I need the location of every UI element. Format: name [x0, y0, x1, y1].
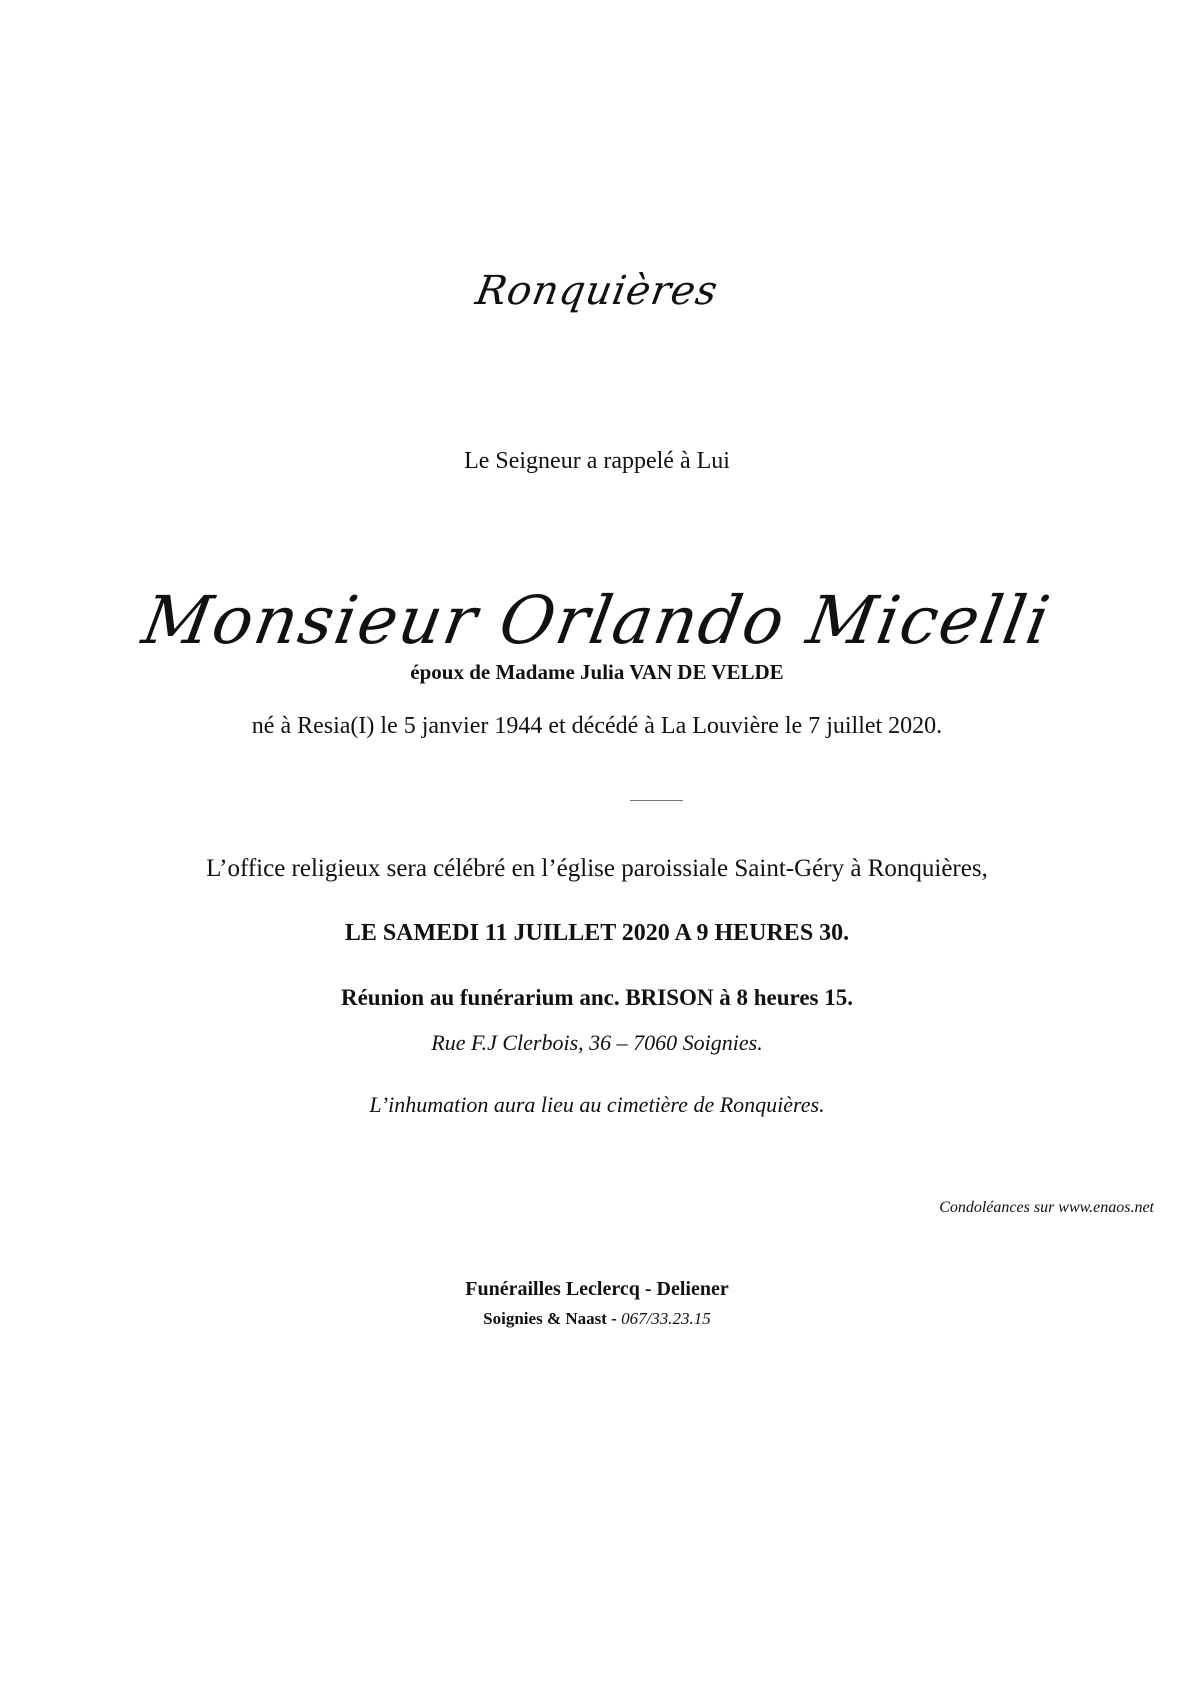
burial-info: L’inhumation aura lieu au cimetière de Ronquières. [369, 1092, 825, 1117]
religious-office-text: L’office religieux sera célébré en l’église paroissiale Saint-Géry à Ronquières, [206, 855, 988, 882]
birth-death-line: né à Resia(I) le 5 janvier 1944 et décédé à La Louvière le 7 juillet 2020. [251, 713, 943, 739]
divider [630, 800, 683, 801]
condolences-link[interactable]: Condoléances sur www.enaos.net [939, 1199, 1154, 1216]
ceremony-date-time: LE SAMEDI 11 JUILLET 2020 A 9 HEURES 30. [344, 920, 850, 946]
funeral-home-contact [0, 1309, 1194, 1329]
meeting-info: Réunion au funérarium anc. BRISON à 8 heures 15. [340, 985, 854, 1010]
intro-text: Le Seigneur a rappelé à Lui [464, 448, 730, 474]
deceased-name: Monsieur Orlando Micelli [136, 582, 1058, 659]
spouse-line: époux de Madame Julia VAN DE VELDE [410, 660, 784, 684]
funeral-home-name: Funérailles Leclercq - Deliener [465, 1278, 729, 1300]
funerarium-address: Rue F.J Clerbois, 36 – 7060 Soignies. [431, 1030, 763, 1055]
town-heading: Ronquières [472, 268, 722, 314]
funeral-home-locations: Soignies & Naast - [483, 1309, 617, 1328]
funeral-home-phone[interactable]: 067/33.23.15 [621, 1309, 711, 1328]
